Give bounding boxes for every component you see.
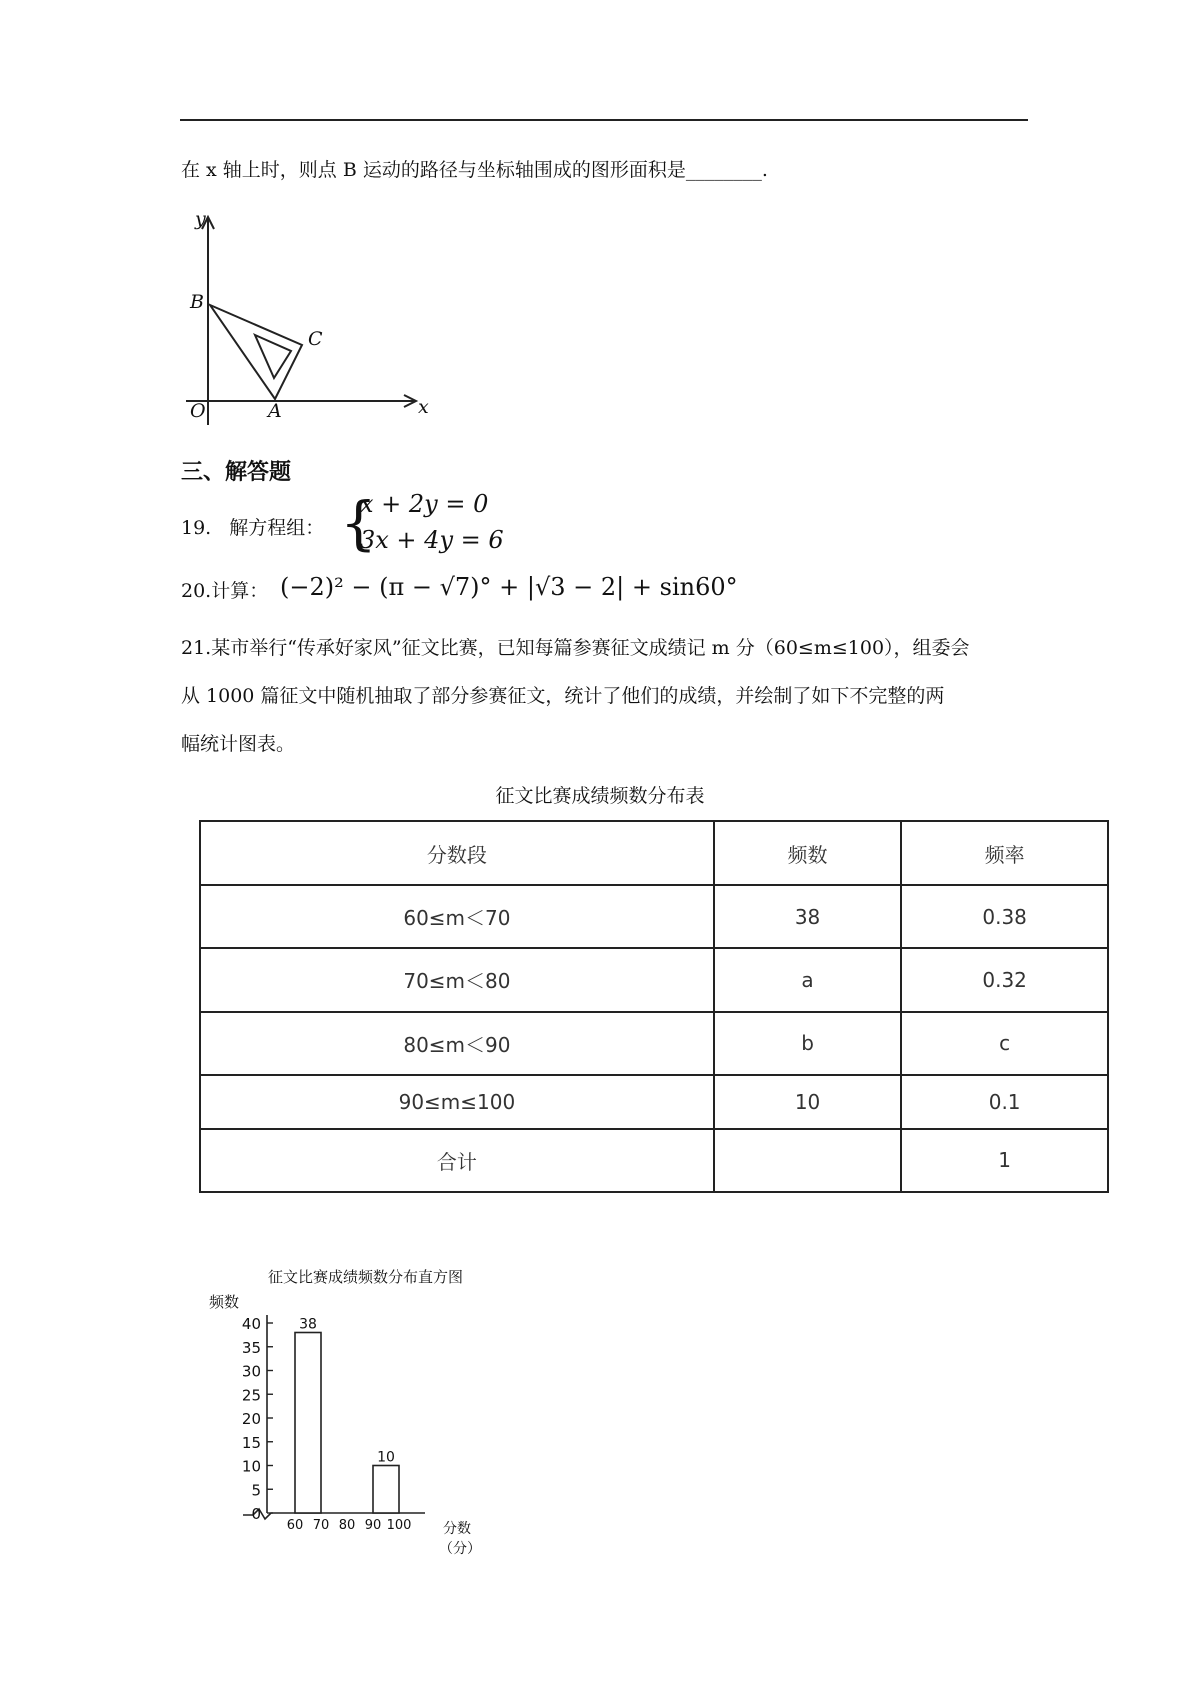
table-cell: 0.38 xyxy=(901,885,1108,948)
frequency-table xyxy=(199,820,1109,1193)
y-axis-label: y xyxy=(195,208,206,230)
y-tick-label: 15 xyxy=(241,1433,261,1452)
table-cell: 合计 xyxy=(200,1129,714,1192)
header-score-range: 分数段 xyxy=(200,821,714,885)
equation-2: 3x + 4y = 6 xyxy=(360,526,504,554)
point-c-label: C xyxy=(308,328,323,350)
x-tick-label: 100 xyxy=(386,1518,412,1533)
histogram-chart xyxy=(205,1265,525,1570)
table-cell: 0.32 xyxy=(901,948,1108,1011)
chart-title: 征文比赛成绩频数分布直方图 xyxy=(268,1268,464,1286)
q20-expression: (−2)² − (π − √7)° + |√3 − 2| + sin60° xyxy=(280,573,738,601)
header-frequency: 频数 xyxy=(714,821,901,885)
q21-line-2: 从 1000 篇征文中随机抽取了部分参赛征文，统计了他们的成绩，并绘制了如下不完整的两 xyxy=(181,685,945,707)
table-cell: 10 xyxy=(714,1075,901,1129)
table-cell xyxy=(714,1129,901,1192)
table-cell: 1 xyxy=(901,1129,1108,1192)
table-row xyxy=(200,948,1108,1011)
y-tick-label: 35 xyxy=(241,1338,261,1357)
histogram-bar xyxy=(373,1466,399,1514)
y-tick-label: 30 xyxy=(241,1362,261,1381)
y-tick-label: 0 xyxy=(251,1505,261,1523)
histogram-bar xyxy=(295,1333,321,1514)
origin-label: O xyxy=(190,400,206,422)
table-row xyxy=(200,885,1108,948)
point-b-label: B xyxy=(190,291,204,313)
table-row xyxy=(200,1075,1108,1129)
y-tick-label: 40 xyxy=(241,1315,261,1333)
y-tick-label: 5 xyxy=(251,1481,261,1500)
table-header-row xyxy=(200,821,1108,885)
x-axis-title: 分数 xyxy=(443,1521,471,1537)
q19-text: 解方程组： xyxy=(229,517,325,539)
x-tick-label: 80 xyxy=(338,1518,356,1533)
table-cell: 80≤m＜90 xyxy=(200,1012,714,1075)
x-tick-label: 90 xyxy=(364,1518,382,1533)
y-tick-label: 25 xyxy=(241,1386,261,1405)
y-tick-label: 10 xyxy=(241,1457,261,1476)
table-cell: 90≤m≤100 xyxy=(200,1075,714,1129)
x-axis-label: x xyxy=(418,396,429,418)
y-axis-title: 频数 xyxy=(209,1293,240,1311)
table-cell: 38 xyxy=(714,885,901,948)
equation-1: x + 2y = 0 xyxy=(360,490,489,518)
header-rule xyxy=(180,119,1028,121)
q21-line-1: 21.某市举行“传承好家风”征文比赛，已知每篇参赛征文成绩记 m 分（60≤m≤100），组委会 xyxy=(181,637,970,659)
table-cell: 0.1 xyxy=(901,1075,1108,1129)
table-cell: a xyxy=(714,948,901,1011)
table-cell: c xyxy=(901,1012,1108,1075)
x-tick-label: 70 xyxy=(312,1518,330,1533)
triangle-inner xyxy=(255,335,291,378)
q19-number: 19. xyxy=(181,517,212,539)
section-title: 三、解答题 xyxy=(181,460,292,485)
q19-prompt xyxy=(181,515,324,541)
q21-line-3: 幅统计图表。 xyxy=(181,733,296,755)
x-axis-unit: （分） xyxy=(439,1541,481,1557)
table-cell: b xyxy=(714,1012,901,1075)
point-a-label: A xyxy=(268,400,282,422)
header-relative-frequency: 频率 xyxy=(901,821,1108,885)
table-cell: 60≤m＜70 xyxy=(200,885,714,948)
table-row xyxy=(200,1012,1108,1075)
system-brace: { xyxy=(340,489,377,557)
bar-value-label: 38 xyxy=(299,1316,317,1333)
triangle-outer xyxy=(210,305,302,399)
table-title: 征文比赛成绩频数分布表 xyxy=(495,785,705,807)
q20-prompt: 20.计算： xyxy=(181,580,269,602)
coordinate-figure xyxy=(180,205,440,435)
q18-tail-text: 在 x 轴上时，则点 B 运动的路径与坐标轴围成的图形面积是________. xyxy=(181,159,768,181)
table-cell: 70≤m＜80 xyxy=(200,948,714,1011)
y-tick-label: 20 xyxy=(241,1410,261,1428)
table-row xyxy=(200,1129,1108,1192)
bar-value-label: 10 xyxy=(377,1449,395,1466)
x-tick-label: 60 xyxy=(286,1518,304,1533)
